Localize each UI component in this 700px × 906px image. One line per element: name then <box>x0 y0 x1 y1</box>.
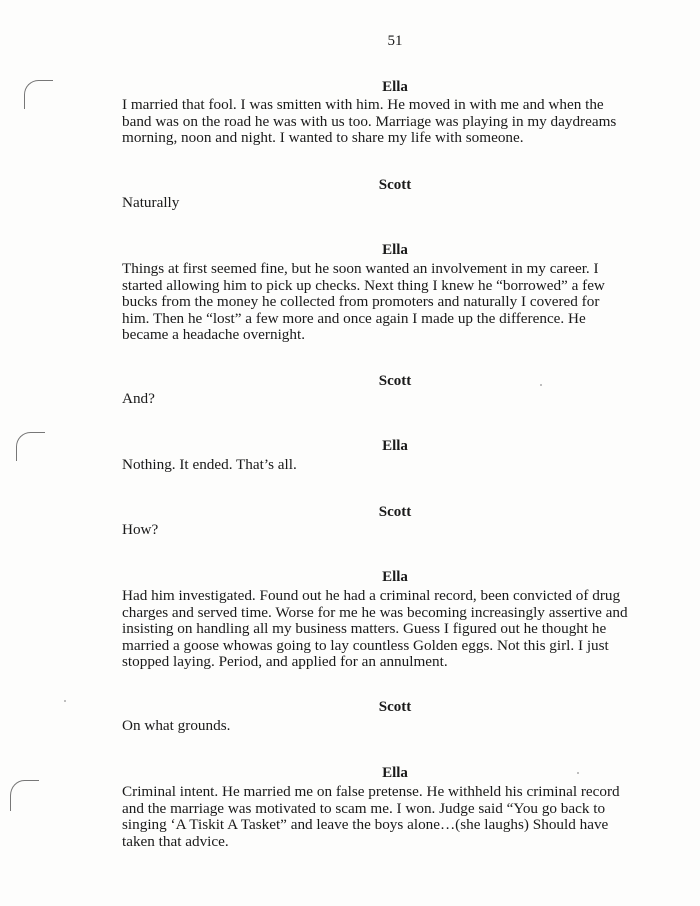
speaker-name: Ella <box>382 242 408 258</box>
dialogue-line: Had him investigated. Found out he had a criminal record, been convicted of drug <box>122 587 621 604</box>
dialogue-block <box>122 784 662 850</box>
dialogue-line: him. Then he “lost” a few more and once again I made up the difference. He <box>122 309 586 327</box>
dialogue-line: stopped laying. Period, and applied for an annulment. <box>122 653 448 671</box>
dialogue-block <box>122 97 662 147</box>
dialogue-line: started allowing him to pick up checks. Next thing I knew he “borrowed” a few <box>122 276 605 294</box>
dialogue-line: morning, noon and night. I wanted to share my life with someone. <box>122 129 524 147</box>
speaker-name: Scott <box>378 504 412 520</box>
binder-hole-mark <box>10 780 39 811</box>
dialogue-line: became a headache overnight. <box>122 326 305 344</box>
dialogue-line: singing ‘A Tiskit A Tasket” and leave the boys alone…(she laughs) Should have <box>122 816 609 834</box>
dialogue-line: Nothing. It ended. That’s all. <box>122 456 297 473</box>
dialogue-line: insisting on handling all my business matters. Guess I figured out he thought he <box>122 620 607 638</box>
dialogue-block <box>122 261 662 344</box>
dialogue-line: Criminal intent. He married me on false pretense. He withheld his criminal record <box>122 783 620 800</box>
dialogue-line: band was on the road he was with us too. Marriage was playing in my daydreams <box>122 112 617 130</box>
speaker-name: Ella <box>382 569 408 585</box>
dialogue-block <box>122 588 662 671</box>
dialogue-block <box>122 522 662 539</box>
speaker-name: Scott <box>378 699 412 715</box>
dialogue-line: On what grounds. <box>122 717 231 734</box>
dialogue-line: How? <box>122 521 159 538</box>
dialogue-block <box>122 457 662 474</box>
dialogue-line: taken that advice. <box>122 832 229 850</box>
speaker-name: Ella <box>382 438 408 454</box>
binder-hole-mark <box>24 80 53 109</box>
dialogue-line: And? <box>122 390 155 407</box>
dialogue-block <box>122 391 662 408</box>
dialogue-line: charges and served time. Worse for me he was becoming increasingly assertive and <box>122 603 628 621</box>
dialogue-line: I married that fool. I was smitten with him. He moved in with me and when the <box>122 96 604 113</box>
dialogue-line: and the marriage was motivated to scam me. I won. Judge said “You go back to <box>122 799 606 817</box>
dialogue-block <box>122 718 662 735</box>
dialogue-line: married a goose whowas going to lay countless Golden eggs. Not this girl. I just <box>122 636 609 654</box>
dialogue-block <box>122 195 662 212</box>
dialogue-line: bucks from the money he collected from promoters and naturally I covered for <box>122 293 600 311</box>
speaker-name: Ella <box>382 765 408 781</box>
speaker-name: Scott <box>378 177 412 193</box>
speaker-name: Scott <box>378 373 412 389</box>
page-number: 51 <box>387 33 403 49</box>
dialogue-line: Things at first seemed fine, but he soon wanted an involvement in my career. I <box>122 260 599 277</box>
scan-speck <box>64 700 66 702</box>
binder-hole-mark <box>16 432 45 461</box>
dialogue-line: Naturally <box>122 194 180 211</box>
speaker-name: Ella <box>382 79 408 95</box>
